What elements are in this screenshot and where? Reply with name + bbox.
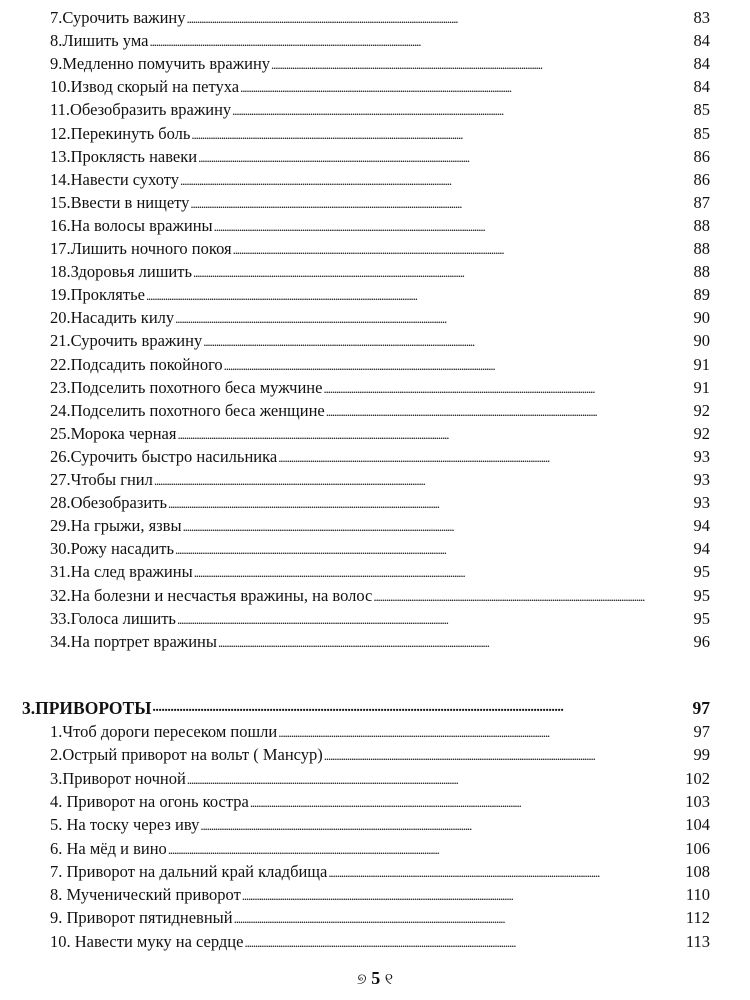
entry-page-number: 104 bbox=[685, 815, 710, 835]
entry-title: 29.На грыжи, язвы bbox=[50, 516, 182, 536]
entry-title: 17.Лишить ночного покоя bbox=[50, 239, 232, 258]
entry-page-number: 90 bbox=[693, 331, 710, 351]
entry-title: 4. Приворот на огонь костра bbox=[50, 791, 249, 811]
toc-entry[interactable] bbox=[50, 928, 710, 952]
entry-page-number: 106 bbox=[685, 838, 710, 858]
dot-leader bbox=[373, 589, 692, 603]
entry-title: 6. На мёд и вино bbox=[50, 838, 167, 858]
toc-entry[interactable] bbox=[50, 235, 710, 259]
section-heading[interactable] bbox=[22, 693, 710, 719]
dot-leader bbox=[177, 612, 693, 626]
dot-leader bbox=[240, 80, 692, 94]
dot-leader bbox=[183, 519, 693, 533]
dot-leader bbox=[191, 127, 692, 141]
toc-entry[interactable] bbox=[50, 212, 710, 236]
entry-page-number: 92 bbox=[693, 400, 710, 420]
entry-page-number: 86 bbox=[693, 146, 710, 166]
toc-entry[interactable] bbox=[50, 4, 710, 28]
toc-entry[interactable] bbox=[50, 765, 710, 789]
entry-title: 28.Обезобразить bbox=[50, 493, 167, 513]
toc-entry[interactable] bbox=[50, 96, 710, 120]
entry-page-number: 99 bbox=[693, 745, 710, 765]
dot-leader bbox=[177, 427, 692, 441]
entry-page-number: 88 bbox=[693, 215, 710, 235]
entry-title: 23.Подселить похотного беса мужчине bbox=[50, 377, 323, 397]
entry-title: 2.Острый приворот на вольт ( Мансур) bbox=[50, 745, 323, 765]
entry-title: 18.Здоровья лишить bbox=[50, 262, 192, 282]
page-number: 5 bbox=[371, 968, 381, 988]
entry-title: 32.На болезни и несчастья вражины, на волос bbox=[50, 585, 373, 605]
dot-leader bbox=[323, 381, 692, 395]
entry-title: 19.Проклятье bbox=[50, 285, 145, 305]
entry-page-number: 93 bbox=[693, 493, 710, 513]
dot-leader bbox=[154, 473, 693, 487]
dot-leader bbox=[250, 795, 684, 809]
entry-title: 10. Навести муку на сердце bbox=[50, 931, 244, 951]
dot-leader bbox=[149, 34, 692, 48]
dot-leader bbox=[278, 450, 692, 464]
toc-entry[interactable] bbox=[50, 374, 710, 398]
entry-title: 5. На тоску через иву bbox=[50, 815, 200, 835]
entry-page-number: 93 bbox=[693, 470, 710, 489]
entry-title: 8.Лишить ума bbox=[50, 31, 149, 51]
dot-leader bbox=[324, 748, 693, 762]
dot-leader bbox=[224, 358, 693, 372]
dot-leader bbox=[214, 219, 693, 233]
toc-entry[interactable] bbox=[50, 351, 710, 375]
dot-leader bbox=[187, 772, 684, 786]
toc-entry[interactable] bbox=[50, 189, 710, 213]
dot-leader bbox=[328, 865, 684, 879]
toc-entry[interactable] bbox=[50, 281, 710, 305]
toc-entry[interactable] bbox=[50, 143, 710, 167]
entry-title: 1.Чтоб дороги пересеком пошли bbox=[50, 722, 278, 741]
entry-title: 7.Сурочить важину bbox=[50, 8, 186, 27]
entry-title: 33.Голоса лишить bbox=[50, 608, 176, 628]
entry-title: 3.Приворот ночной bbox=[50, 768, 186, 788]
entry-page-number: 110 bbox=[685, 885, 710, 905]
toc-entry[interactable] bbox=[50, 904, 710, 928]
toc-entry[interactable] bbox=[50, 788, 710, 812]
entry-title: 11.Обезобразить вражину bbox=[50, 100, 232, 120]
toc-entry[interactable] bbox=[50, 741, 710, 765]
entry-page-number: 92 bbox=[693, 423, 710, 443]
dot-leader bbox=[175, 311, 692, 325]
dot-leader bbox=[232, 103, 692, 117]
dot-leader bbox=[193, 265, 693, 279]
entry-page-number: 91 bbox=[693, 354, 710, 374]
toc-entry[interactable] bbox=[50, 304, 710, 328]
entry-page-number: 95 bbox=[693, 608, 710, 628]
entry-page-number: 84 bbox=[693, 54, 710, 74]
entry-page-number: 88 bbox=[693, 239, 710, 258]
toc-entry[interactable] bbox=[50, 558, 710, 582]
toc-entry[interactable] bbox=[50, 50, 710, 74]
toc-entry[interactable] bbox=[50, 582, 710, 606]
toc-entry[interactable] bbox=[50, 605, 710, 629]
entry-page-number: 113 bbox=[685, 931, 710, 951]
entry-title: 9.Медленно помучить вражину bbox=[50, 54, 271, 74]
entry-title: 8. Мученический приворот bbox=[50, 885, 241, 905]
dot-leader bbox=[194, 565, 693, 579]
dot-leader bbox=[242, 888, 685, 902]
section-title: 3.ПРИВОРОТЫ bbox=[22, 698, 152, 718]
entry-title: 13.Проклясть навеки bbox=[50, 146, 198, 166]
toc-entry[interactable] bbox=[50, 166, 710, 190]
ornament-left-icon: ୭ bbox=[356, 971, 367, 988]
dot-leader bbox=[190, 196, 692, 210]
ornament-right-icon: ୧ bbox=[384, 971, 394, 988]
entry-title: 34.На портрет вражины bbox=[50, 631, 217, 651]
dot-leader bbox=[234, 911, 685, 925]
entry-page-number: 91 bbox=[693, 377, 710, 397]
entry-page-number: 95 bbox=[693, 562, 710, 582]
dot-leader bbox=[203, 334, 692, 348]
dot-leader bbox=[175, 542, 693, 556]
toc-entry[interactable] bbox=[50, 466, 710, 490]
entry-page-number: 103 bbox=[685, 791, 710, 811]
dot-leader bbox=[168, 496, 693, 510]
entry-page-number: 93 bbox=[693, 446, 710, 466]
toc-entry[interactable] bbox=[50, 881, 710, 905]
toc-entry[interactable] bbox=[50, 120, 710, 144]
entry-title: 31.На след вражины bbox=[50, 562, 193, 582]
dot-leader bbox=[146, 288, 693, 302]
entry-title: 25.Морока черная bbox=[50, 423, 177, 443]
dot-leader bbox=[168, 842, 684, 856]
entry-page-number: 90 bbox=[693, 308, 710, 328]
toc-entry[interactable] bbox=[50, 443, 710, 467]
toc-entry[interactable] bbox=[50, 420, 710, 444]
entry-title: 9. Приворот пятидневный bbox=[50, 908, 233, 928]
entry-title: 26.Сурочить быстро насильника bbox=[50, 446, 278, 466]
dot-leader bbox=[200, 818, 684, 832]
entry-title: 27.Чтобы гнил bbox=[50, 470, 153, 489]
page-footer bbox=[0, 968, 750, 989]
dot-leader bbox=[326, 404, 693, 418]
entry-title: 16.На волосы вражины bbox=[50, 215, 213, 235]
toc-entry[interactable] bbox=[50, 811, 710, 835]
entry-page-number: 87 bbox=[693, 192, 710, 212]
dot-leader bbox=[218, 635, 693, 649]
toc-entry[interactable] bbox=[50, 327, 710, 351]
toc-entry[interactable] bbox=[50, 718, 710, 742]
dot-leader bbox=[233, 242, 693, 256]
toc-entry[interactable] bbox=[50, 628, 710, 652]
entry-page-number: 85 bbox=[693, 100, 710, 120]
entry-page-number: 84 bbox=[693, 31, 710, 51]
dot-leader bbox=[278, 725, 692, 739]
entry-page-number: 86 bbox=[693, 169, 710, 189]
section-page-number: 97 bbox=[692, 698, 710, 718]
toc-entry[interactable] bbox=[50, 489, 710, 513]
toc-entry[interactable] bbox=[50, 858, 710, 882]
entry-title: 15.Ввести в нищету bbox=[50, 192, 190, 212]
entry-page-number: 108 bbox=[685, 861, 710, 881]
toc-entry[interactable] bbox=[50, 397, 710, 421]
entry-page-number: 97 bbox=[693, 722, 710, 741]
toc-entry[interactable] bbox=[50, 27, 710, 51]
entry-page-number: 94 bbox=[693, 516, 710, 536]
entry-page-number: 83 bbox=[693, 8, 710, 27]
entry-page-number: 85 bbox=[693, 123, 710, 143]
dot-leader bbox=[180, 173, 692, 187]
entry-title: 21.Сурочить вражину bbox=[50, 331, 203, 351]
dot-leader bbox=[152, 701, 691, 715]
toc-entry[interactable] bbox=[50, 835, 710, 859]
entry-page-number: 112 bbox=[685, 908, 710, 928]
entry-title: 14.Навести сухоту bbox=[50, 169, 180, 189]
entry-title: 20.Насадить килу bbox=[50, 308, 175, 328]
entry-title: 30.Рожу насадить bbox=[50, 539, 174, 559]
dot-leader bbox=[187, 11, 693, 25]
toc-entry[interactable] bbox=[50, 258, 710, 282]
toc-entry[interactable] bbox=[50, 535, 710, 559]
entry-page-number: 89 bbox=[693, 285, 710, 305]
entry-title: 7. Приворот на дальний край кладбища bbox=[50, 861, 328, 881]
entry-title: 24.Подселить похотного беса женщине bbox=[50, 400, 325, 420]
entry-page-number: 88 bbox=[693, 262, 710, 282]
entry-title: 10.Извод скорый на петуха bbox=[50, 77, 240, 97]
dot-leader bbox=[271, 57, 692, 71]
toc-entry[interactable] bbox=[50, 73, 710, 97]
toc-entry[interactable] bbox=[50, 512, 710, 536]
entry-title: 12.Перекинуть боль bbox=[50, 123, 191, 143]
entry-page-number: 94 bbox=[693, 539, 710, 559]
entry-title: 22.Подсадить покойного bbox=[50, 354, 223, 374]
entry-page-number: 84 bbox=[693, 77, 710, 97]
entry-page-number: 95 bbox=[693, 585, 710, 605]
entry-page-number: 102 bbox=[685, 768, 710, 788]
entry-page-number: 96 bbox=[693, 631, 710, 651]
dot-leader bbox=[198, 150, 692, 164]
dot-leader bbox=[244, 935, 684, 949]
